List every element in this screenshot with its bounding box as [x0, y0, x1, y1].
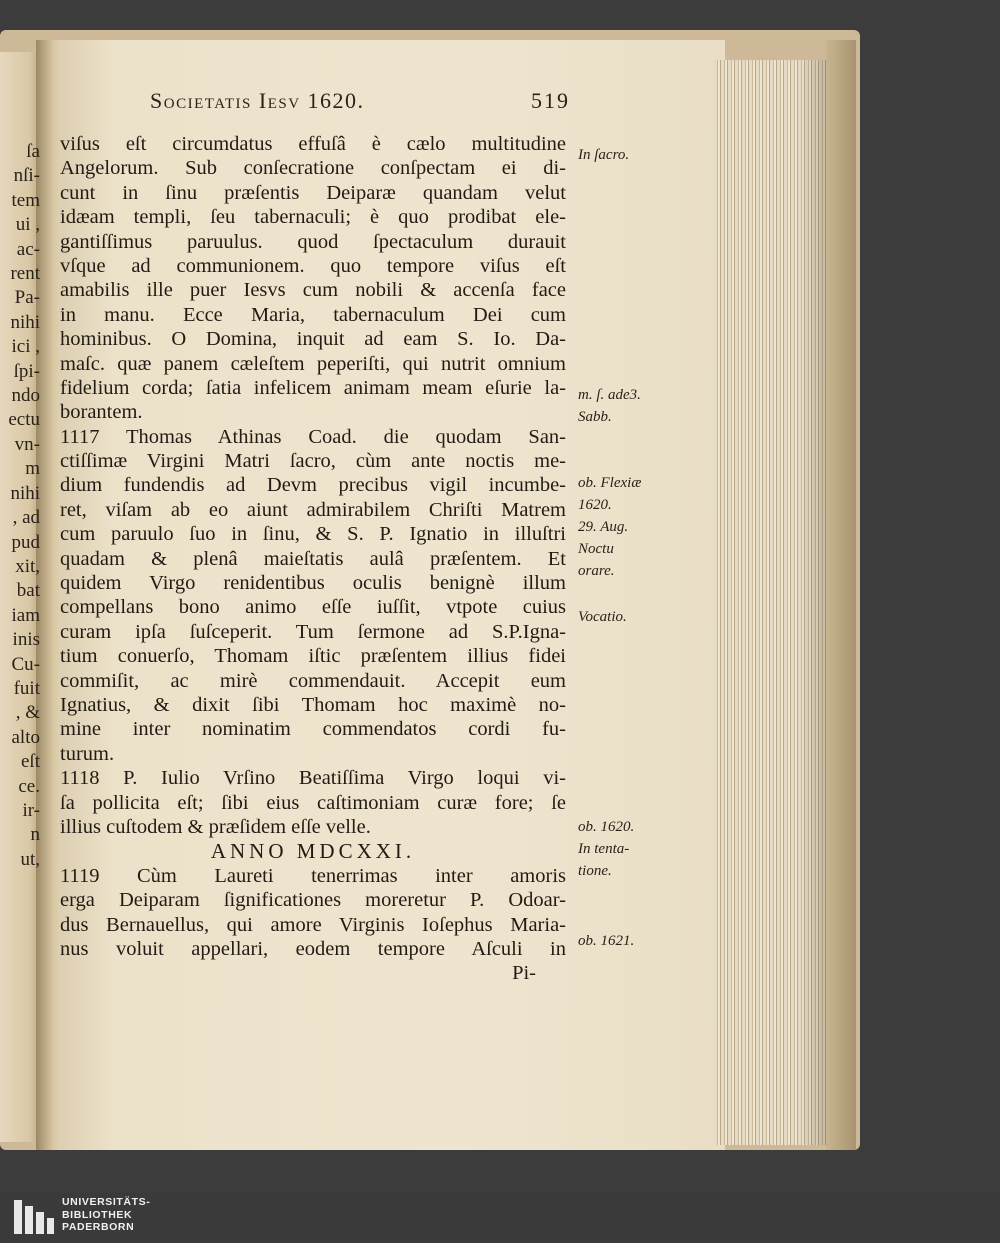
- text-line: nus voluit appellari, eodem tempore Aſculi in: [60, 937, 566, 960]
- text-line: gantiſſimus paruulus. quod ſpectaculum durauit: [60, 230, 566, 253]
- text-line: maſc. quæ panem cæleſtem peperiſti, qui nutrit omnium: [60, 352, 566, 375]
- left-page-fragment: ut,: [20, 848, 40, 870]
- left-page-fragment: ndo: [11, 385, 40, 407]
- margin-note-tentatione: ob. 1620. In tenta- tione.: [578, 819, 635, 879]
- text-line: viſus eſt circumdatus effuſâ è cælo multitudine: [60, 133, 566, 155]
- running-year: 1620.: [307, 88, 365, 113]
- text-line: quidem Virgo renidentibus oculis benignè illum: [60, 572, 566, 595]
- left-page-fragment: ectu: [8, 409, 40, 431]
- left-page-fragment: vn-: [14, 433, 40, 455]
- left-page-fragment: alto: [11, 726, 40, 748]
- text-line: curam ipſa ſuſceperit. Tum ſermone ad S.P.Igna-: [60, 620, 566, 643]
- left-page-fragment: ſpi-: [13, 360, 40, 382]
- text-line: ctiſſimæ Virgini Matri ſacro, cùm ante noctis me-: [60, 450, 566, 473]
- text-line: ſa pollicita eſt; ſibi eius caſtimoniam curæ fore; ſe: [60, 791, 566, 814]
- running-header: [150, 88, 570, 114]
- margin-note-flexia: ob. Flexiæ 1620. 29. Aug. Noctu orare.: [578, 475, 642, 579]
- left-page-fragment: , &: [15, 702, 40, 724]
- text-line: 1118 P. Iulio Vrſino Beatiſſima Virgo loqui vi-: [60, 767, 566, 790]
- left-page-fragment: Cu-: [11, 653, 40, 675]
- left-page-fragment: nſi-: [13, 165, 40, 187]
- text-line: dus Bernauellus, qui amore Virginis Ioſephus Maria-: [60, 913, 566, 936]
- text-line: ret, viſam ab eo aiunt admirabilem Chriſti Matrem: [60, 498, 566, 521]
- left-page-fragment: inis: [12, 629, 40, 651]
- left-page-fragment: nihi: [10, 311, 40, 333]
- text-line: vſque ad communionem. quo tempore viſus eſt: [60, 254, 566, 277]
- library-logo-text: UNIVERSITÄTS- BIBLIOTHEK PADERBORN: [62, 1196, 151, 1233]
- text-line: Pi-: [512, 962, 536, 985]
- text-line: 1119 Cùm Laureti tenerrimas inter amoris: [60, 864, 566, 887]
- cover-edge: [826, 40, 856, 1150]
- left-page-fragment: n: [30, 824, 40, 846]
- left-page-fragment: xit,: [15, 555, 40, 577]
- text-line: in manu. Ecce Maria, tabernaculum Dei cum: [60, 303, 566, 326]
- left-page-fragment: pud: [11, 531, 40, 553]
- margin-note-in-sacro: In ſacro.: [578, 147, 630, 163]
- text-line: Ignatius, & dixit ſibi Thomam hoc maximè no-: [60, 693, 566, 716]
- text-line: quadam & plenâ maieſtatis aulâ præſentem. Et: [60, 547, 566, 570]
- left-page-fragment: fuit: [13, 677, 40, 699]
- left-page-fragment: bat: [16, 580, 40, 602]
- left-page-fragment: ui ,: [15, 214, 40, 236]
- margin-note-vocatio: Vocatio.: [578, 609, 627, 625]
- text-line: erga Deiparam ſignificationes moreretur P. Odoar-: [60, 889, 566, 912]
- text-line: illius cuſtodem & præſidem eſſe velle.: [60, 815, 371, 838]
- text-line: amabilis ille puer Iesvs cum nobili & accenſa face: [60, 279, 566, 302]
- text-line: borantem.: [60, 401, 143, 424]
- left-page-fragment: ici ,: [11, 336, 40, 358]
- left-page-fragment: eſt: [21, 751, 40, 773]
- left-page-fragment: m: [25, 458, 40, 480]
- text-line: idæam templi, ſeu tabernaculi; è quo prodibat ele-: [60, 206, 566, 229]
- left-page-fragment: tem: [11, 189, 40, 211]
- text-line: hominibus. O Domina, inquit ad eam S. Io. Da-: [60, 328, 566, 351]
- library-logo-icon: [14, 1200, 54, 1234]
- text-line: fidelium corda; ſatia infelicem animam meam eſurie la-: [60, 376, 566, 399]
- left-page-fragment: iam: [11, 604, 40, 626]
- left-page-fragment: rent: [10, 263, 40, 285]
- left-page-fragment: Pa-: [14, 287, 40, 309]
- text-line: tium conuerſo, Thomam iſtic præſentem illius fidei: [60, 645, 566, 668]
- margin-note-sabbath: m. ſ. ade3. Sabb.: [578, 387, 641, 425]
- left-page-fragment: nihi: [10, 482, 40, 504]
- text-line: cum paruulo ſuo in ſinu, & S. P. Ignatio in illuſtri: [60, 523, 566, 546]
- text-line: cunt in ſinu præſentis Deiparæ quandam velut: [60, 181, 566, 204]
- left-page-fragment: , ad: [12, 507, 40, 529]
- left-page-fragment: ir-: [22, 799, 40, 821]
- text-line: Angelorum. Sub conſecratione conſpectam ei di-: [60, 157, 566, 180]
- text-line: compellans bono animo eſſe iuſſit, vtpote cuius: [60, 596, 566, 619]
- left-page-fragment: ac-: [16, 238, 40, 260]
- running-title: Societatis Iesv: [150, 88, 301, 113]
- text-line: 1117 Thomas Athinas Coad. die quodam San-: [60, 425, 566, 448]
- text-line: mine inter nominatim commendatos cordi fu-: [60, 718, 566, 741]
- text-line: turum.: [60, 742, 115, 765]
- text-line: dium fundendis ad Devm precibus vigil incumbe-: [60, 474, 566, 497]
- text-line: commiſit, ac mirè commendauit. Accepit eum: [60, 669, 566, 692]
- section-heading: ANNO MDCXXI.: [210, 839, 416, 864]
- left-page-fragment: ce.: [18, 775, 40, 797]
- page-number: 519: [531, 88, 570, 113]
- margin-note-1621: ob. 1621.: [578, 933, 635, 949]
- left-page-fragment: ſa: [26, 141, 40, 162]
- page-body-text: [60, 132, 566, 986]
- left-page-text-fragments: [0, 140, 40, 872]
